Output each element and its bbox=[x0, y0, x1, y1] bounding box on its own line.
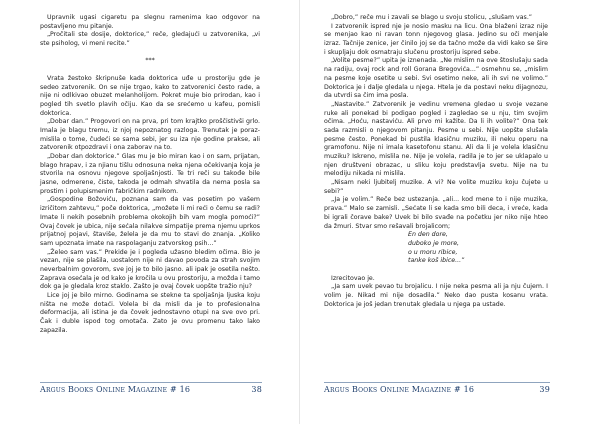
paragraph: „Nastavite.” Zatvorenik je vedinu vremena gledao u svoje vezane ruke ali ponekad bi podigao pogled i zagledao se u nju, tim svojim očima. „Hoću, nastaviću. Ali prvo mi kažite. Da li ih volite?” Ona tek sada razmisli o njegovom pitanju. Pesme u sebi. Nije uopšte slušala pesme često. Ponekad bi pustila klasičnu muziku, ili neku operu na gramofonu. Nije ni imala kasetofonu stanu. Ali da li je volela klasičnu muziku? Iskreno, mislila ne. Nije je volela, radila je to jer se uklapalo u njen društveni obrazac, u sliku koju predstavlja svetu. Nije na tu melodiju nikada ni mislila. bbox=[324, 100, 548, 178]
right-footer-rule bbox=[324, 382, 550, 383]
paragraph: Lice joj je bilo mirno. Godinama se stekne ta spoljašnja ljuska koju ništa ne može dotaći. Volela bi da misli da je to profesionalna deformacija, ali istina je da čovek jednostavno otupi na sve ovo pri. Čak i duble ispod tog omotača. Zato je ovu promenu tako lako zapazila. bbox=[40, 292, 260, 334]
right-page bbox=[300, 0, 600, 424]
paragraph: I zatvorenik ispred nje je nosio masku na licu. Ona blaženi izraz nije se menjao kao ni ravan tonn njegovog glasa. Jedino su oči menjale izraz. Tačnije zenice, jer činilo joj se da tačno može da vidi kako se šire i skupljaju dok osmatraju slučenu prostoriju ispred sebe. bbox=[324, 22, 548, 56]
paragraph: „Ja sam uvek pevao tu brojalicu. I nije neka pesma ali ja nju čujem. I volim je. Nikad mi nije dosadila.” Neko dao pusta kosanu vrata. Doktorica je još jedan trenutak gledala u njega pa ustade. bbox=[324, 283, 548, 308]
poem-line: o u moru ribice, bbox=[408, 248, 458, 256]
paragraph: „Pročitali ste dosije, doktorice,” reče, gledajući u zatvorenika, „vi ste psiholog, vi meni recite.” bbox=[40, 31, 260, 48]
paragraph: „Dobro,” reče mu i zavali se blago u svoju stolicu, „slušam vas.” bbox=[331, 14, 533, 21]
poem-line: tanke koš ibice...” bbox=[408, 257, 465, 265]
left-footer-magazine-title: Argus Books Online Magazine # 16 bbox=[40, 385, 191, 394]
paragraph: Upravnik ugasi cigaretu pa slegnu ramenima kao odgovor na postavljeno mu pitanje. bbox=[40, 14, 260, 30]
paragraph-gap bbox=[40, 49, 260, 58]
left-page-text bbox=[40, 14, 260, 335]
right-page-text bbox=[324, 14, 548, 309]
paragraph: „Nisam neki ljubitelj muzike. A vi? Ne volite muziku koju čujete u sebi?” bbox=[324, 179, 548, 195]
section-break: *** bbox=[145, 57, 155, 65]
right-page-number: 39 bbox=[539, 385, 550, 394]
paragraph: „Želeo sam vas.” Prekide je i pogleda užasno bledim očima. Bio je vezan, nije se plašila, uostalom nije ni davao povoda za strah svojim neverbalnim govorom, sve joj je to bilo jasno. ali ipak je osetila nešto. Zaprava osećala je od kako je kročila u ovu prostoriju, a možda i tamo dok ga je gledala kroz staklo. Zašto je ovaj čovek uopšte tražio nju? bbox=[40, 248, 260, 291]
paragraph: Vrata žestoko škripnuše kada doktorica uđe u prostoriju gde je sedeo zatvorenik. On se nije trgao, kako to zatvorenici često rade, a nije ni odlkivao obuzet melanholijom. Pokret muje bio prirodan, kao i pogled tih svetlo plavih očiju. Kao da se srećemo u kafeu, pomisli doktorica. bbox=[40, 74, 260, 117]
poem-line: duboko je more, bbox=[408, 239, 460, 247]
right-footer-magazine-title: Argus Books Online Magazine # 16 bbox=[324, 385, 475, 394]
paragraph: „Ja je volim.” Reče bez ustezanja. „ali... kod mene to i nije muzika, prava.” Malo se zamisli. „Sećate li se kada smo bili deca, i vreće, kada bi igrali čoravе bake? Uvek bi bilo svađe na početku jer niko nije hteo da žmuri. Stvar smo rešavali brojalicom; bbox=[324, 196, 548, 230]
paragraph: Izrecitovao je. bbox=[331, 274, 375, 282]
paragraph-gap bbox=[324, 266, 548, 275]
poem-line: En den dore, bbox=[408, 231, 448, 239]
left-page-number: 38 bbox=[251, 385, 262, 394]
paragraph: „Volite pesme?” upita je iznenada. „Ne mislim na ove štoslušaju sada na radiju, ovaj rock and roll Gorana Bregovića...” osmehnu se, „mislim na pesme koje osetite u sebi. Svi osetimo neke, ali ih svi ne volimo.” Doktorica je i dalje gledala u njega. Htela je da postavi neku dijagnozu, da utvrdi sa čim ima posla. bbox=[324, 57, 548, 100]
paragraph: „Dobar dan.” Progovori on na prva, pri tom krajtko proščistivši grlo. Imala je blagu tremu, iz njoj nepoznatog razloga. Trenutak je poraz-mislila o tome, čudeći se sama sebi, jer su iza nje godine prakse, ali zatvorenik otpozdravi i ona zaborav na to. bbox=[40, 118, 260, 152]
left-footer-rule bbox=[40, 382, 262, 383]
paragraph: „Gospodine Božoviću, poznana sam da vas posetim po vašem izričitom zahtevu,” poče doktorica, „možete li mi reći o čemu se radi? Imate li nekih posebnih problema okokojih bih vam mogla pomoći?” Ovaj čovek je ubica, nije sećala nilakve simpatije prema njemu uprkos prijatnoj pojavi, štaviše, želela je da mu to stavi do znanja. „Koliko sam upoznata imate na raspolaganju zatvorskog psih...” bbox=[40, 196, 260, 247]
paragraph: „Dobar dan doktorice.” Glas mu je bio miran kao i on sam, prijatan, blago hrapav, i za njianu tišlu odnosuna neka njena očekivanja koja je stvorila na osnovu njegove spoljašnjosti. Te tri reči su takođe bile jasne, odmerene, čiste, takoda je odmah shvatila da nema posla sa prostim i polupismenim fabričkim radnikom. bbox=[40, 153, 260, 195]
paragraph-gap bbox=[40, 66, 260, 75]
